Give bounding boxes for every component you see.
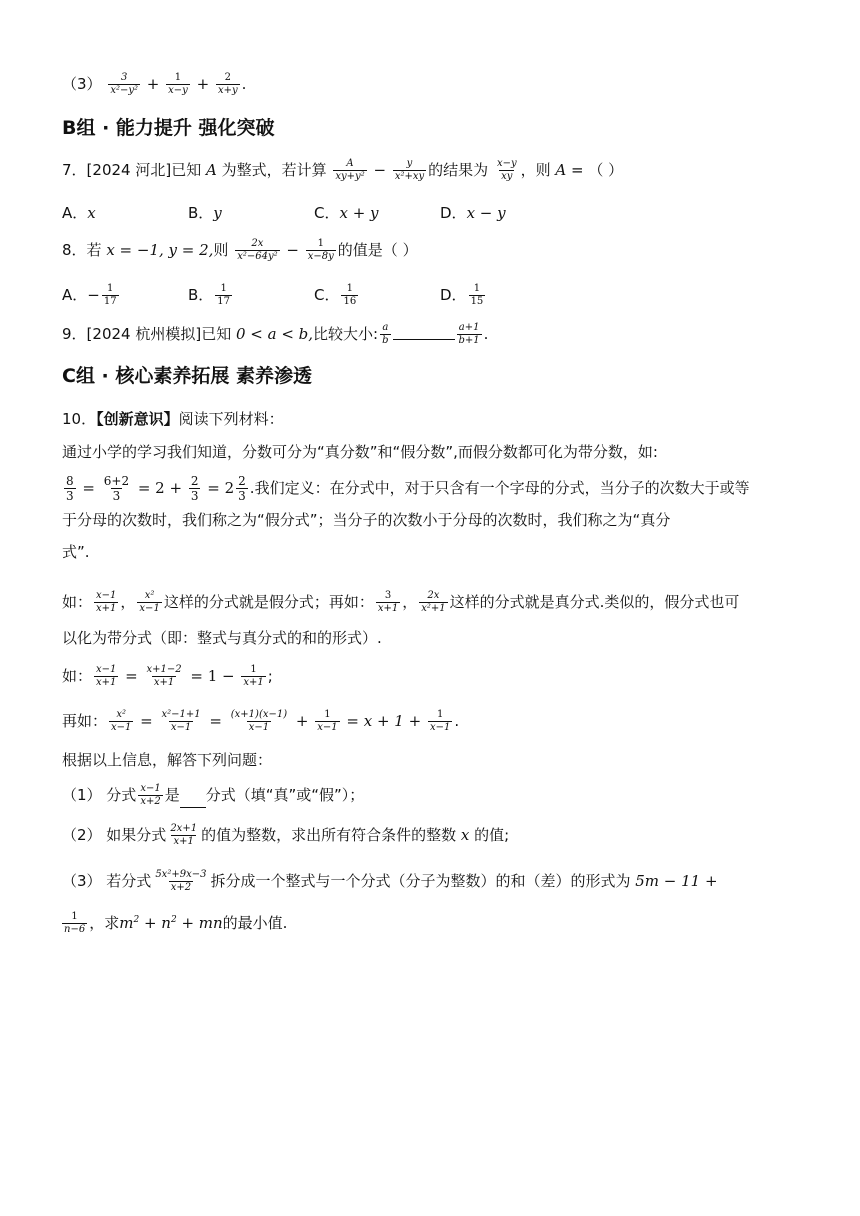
paragraph: 再如： $\frac{\text{x²}}{x-1}$ = $\frac{\text{x²−1+1}}{x-1}$ = $\frac{(x+1)(x-1)}{x-1}$ + $\frac{1}{x-1}$ = x + 1 + $\frac{1}{x-1}$ . [62,709,460,733]
section-b-heading: B组 · 能力提升 强化突破 [62,117,275,139]
fraction: $\frac{2}{x+y}$ [217,72,238,96]
paragraph: 如： $\frac{x-1}{x+1}$ ， $\frac{\text{x²}}{x-1}$ 这样的分式就是假分式；再如： $\frac{3}{x+1}$ ， $\frac{2x}{\text{x²+1}}$ 这样的分式就是真分式.类似的，假分式也可 [62,590,740,614]
option-a[interactable]: A．x [62,204,96,222]
question-8-options [62,283,487,308]
question-10-part1: （1） 分式 $\frac{x-1}{x+2}$ 是 分式（填“真”或“假”）； [62,783,365,807]
q6-part3: （3） $\frac{3}{\text{x²−y²}}$ + $\frac{1}{x-y}$ + $\frac{2}{x+y}$ . [62,72,247,96]
answer-blank[interactable] [180,793,206,808]
paragraph: $\frac{8}{3}$ = $\frac{6+2}{3}$ = 2 + $\frac{2}{3}$ = 2 $\frac{2}{3}$ .我们定义：在分式中，对于只含有一个字母的分式，当分子的次数大于或等 [66,474,750,503]
question-10-part3: （3） 若分式 $\frac{\text{5x²+9x−3}}{x+2}$ 拆分成一个整式与一个分式（分子为整数）的和（差）的形式为 5m − 11 + [62,869,718,893]
option-a[interactable]: A．− $\frac{1}{17}$ [62,283,117,307]
question-7-options [62,201,506,225]
paragraph: 通过小学的学习我们知道，分数可分为“真分数”和“假分数”,而假分数都可化为带分数，如: [62,443,658,461]
paragraph: 于分母的次数时，我们称之为“假分式”；当分子的次数小于分母的次数时，我们称之为“真分 [62,511,671,529]
fraction: $\frac{2x}{\text{x²−64y²}}$ [237,238,278,262]
option-c[interactable]: C． $\frac{1}{16}$ [314,283,357,307]
paragraph: 式”. [62,543,90,561]
fraction: $\frac{x-y}{xy}$ [496,158,517,182]
option-c[interactable]: C．x + y [314,204,379,222]
question-7: 7．[2024 河北]已知 A 为整式，若计算 $\frac{A}{\text{xy+y²}}$ − $\frac{y}{\text{x²+xy}}$ 的结果为 $\frac{x-y}{xy}$ ，则 A = （ ） [62,158,624,182]
question-10-title: 10．【创新意识】阅读下列材料： [62,410,284,428]
fraction: $\frac{1}{x-y}$ [168,72,188,96]
paragraph: 以化为带分式（即：整式与真分式的和的形式）. [62,629,382,647]
question-8: 8．若 x = −1, y = 2,则 $\frac{2x}{\text{x²−64y²}}$ − $\frac{1}{x-8y}$ 的值是（ ） [62,238,418,262]
fraction: $\frac{A}{\text{xy+y²}}$ [335,158,365,182]
paragraph: 如： $\frac{x-1}{x+1}$ = $\frac{x+1-2}{x+1}$ = 1 − $\frac{1}{x+1}$ ; [62,664,273,688]
paragraph: 根据以上信息，解答下列问题： [62,751,273,769]
fraction: $\frac{y}{\text{x²+xy}}$ [394,158,425,182]
answer-blank[interactable] [393,329,455,340]
question-9: 9．[2024 杭州模拟]已知 0 < a < b,比较大小: $\frac{a}{b}$ $\frac{a+1}{b+1}$ . [62,322,489,346]
q6-part3-label: （3） [62,75,102,93]
question-10-part2: （2） 如果分式 $\frac{2x+1}{x+1}$ 的值为整数，求出所有符合条件的整数 x 的值; [62,823,510,847]
fraction: $\frac{3}{\text{x²−y²}}$ [110,72,139,96]
option-b[interactable]: B．y [188,204,222,222]
fraction: $\frac{1}{x-8y}$ [307,238,334,262]
question-10-part3-cont: $\frac{1}{n-6}$ ，求$m^2 + n^2$ + mn的最小值. [64,911,288,935]
option-b[interactable]: B． $\frac{1}{17}$ [188,283,231,307]
section-c-heading: C组 · 核心素养拓展 素养渗透 [62,365,313,387]
option-d[interactable]: D． $\frac{1}{15}$ [440,283,484,307]
option-d[interactable]: D．x − y [440,204,506,222]
